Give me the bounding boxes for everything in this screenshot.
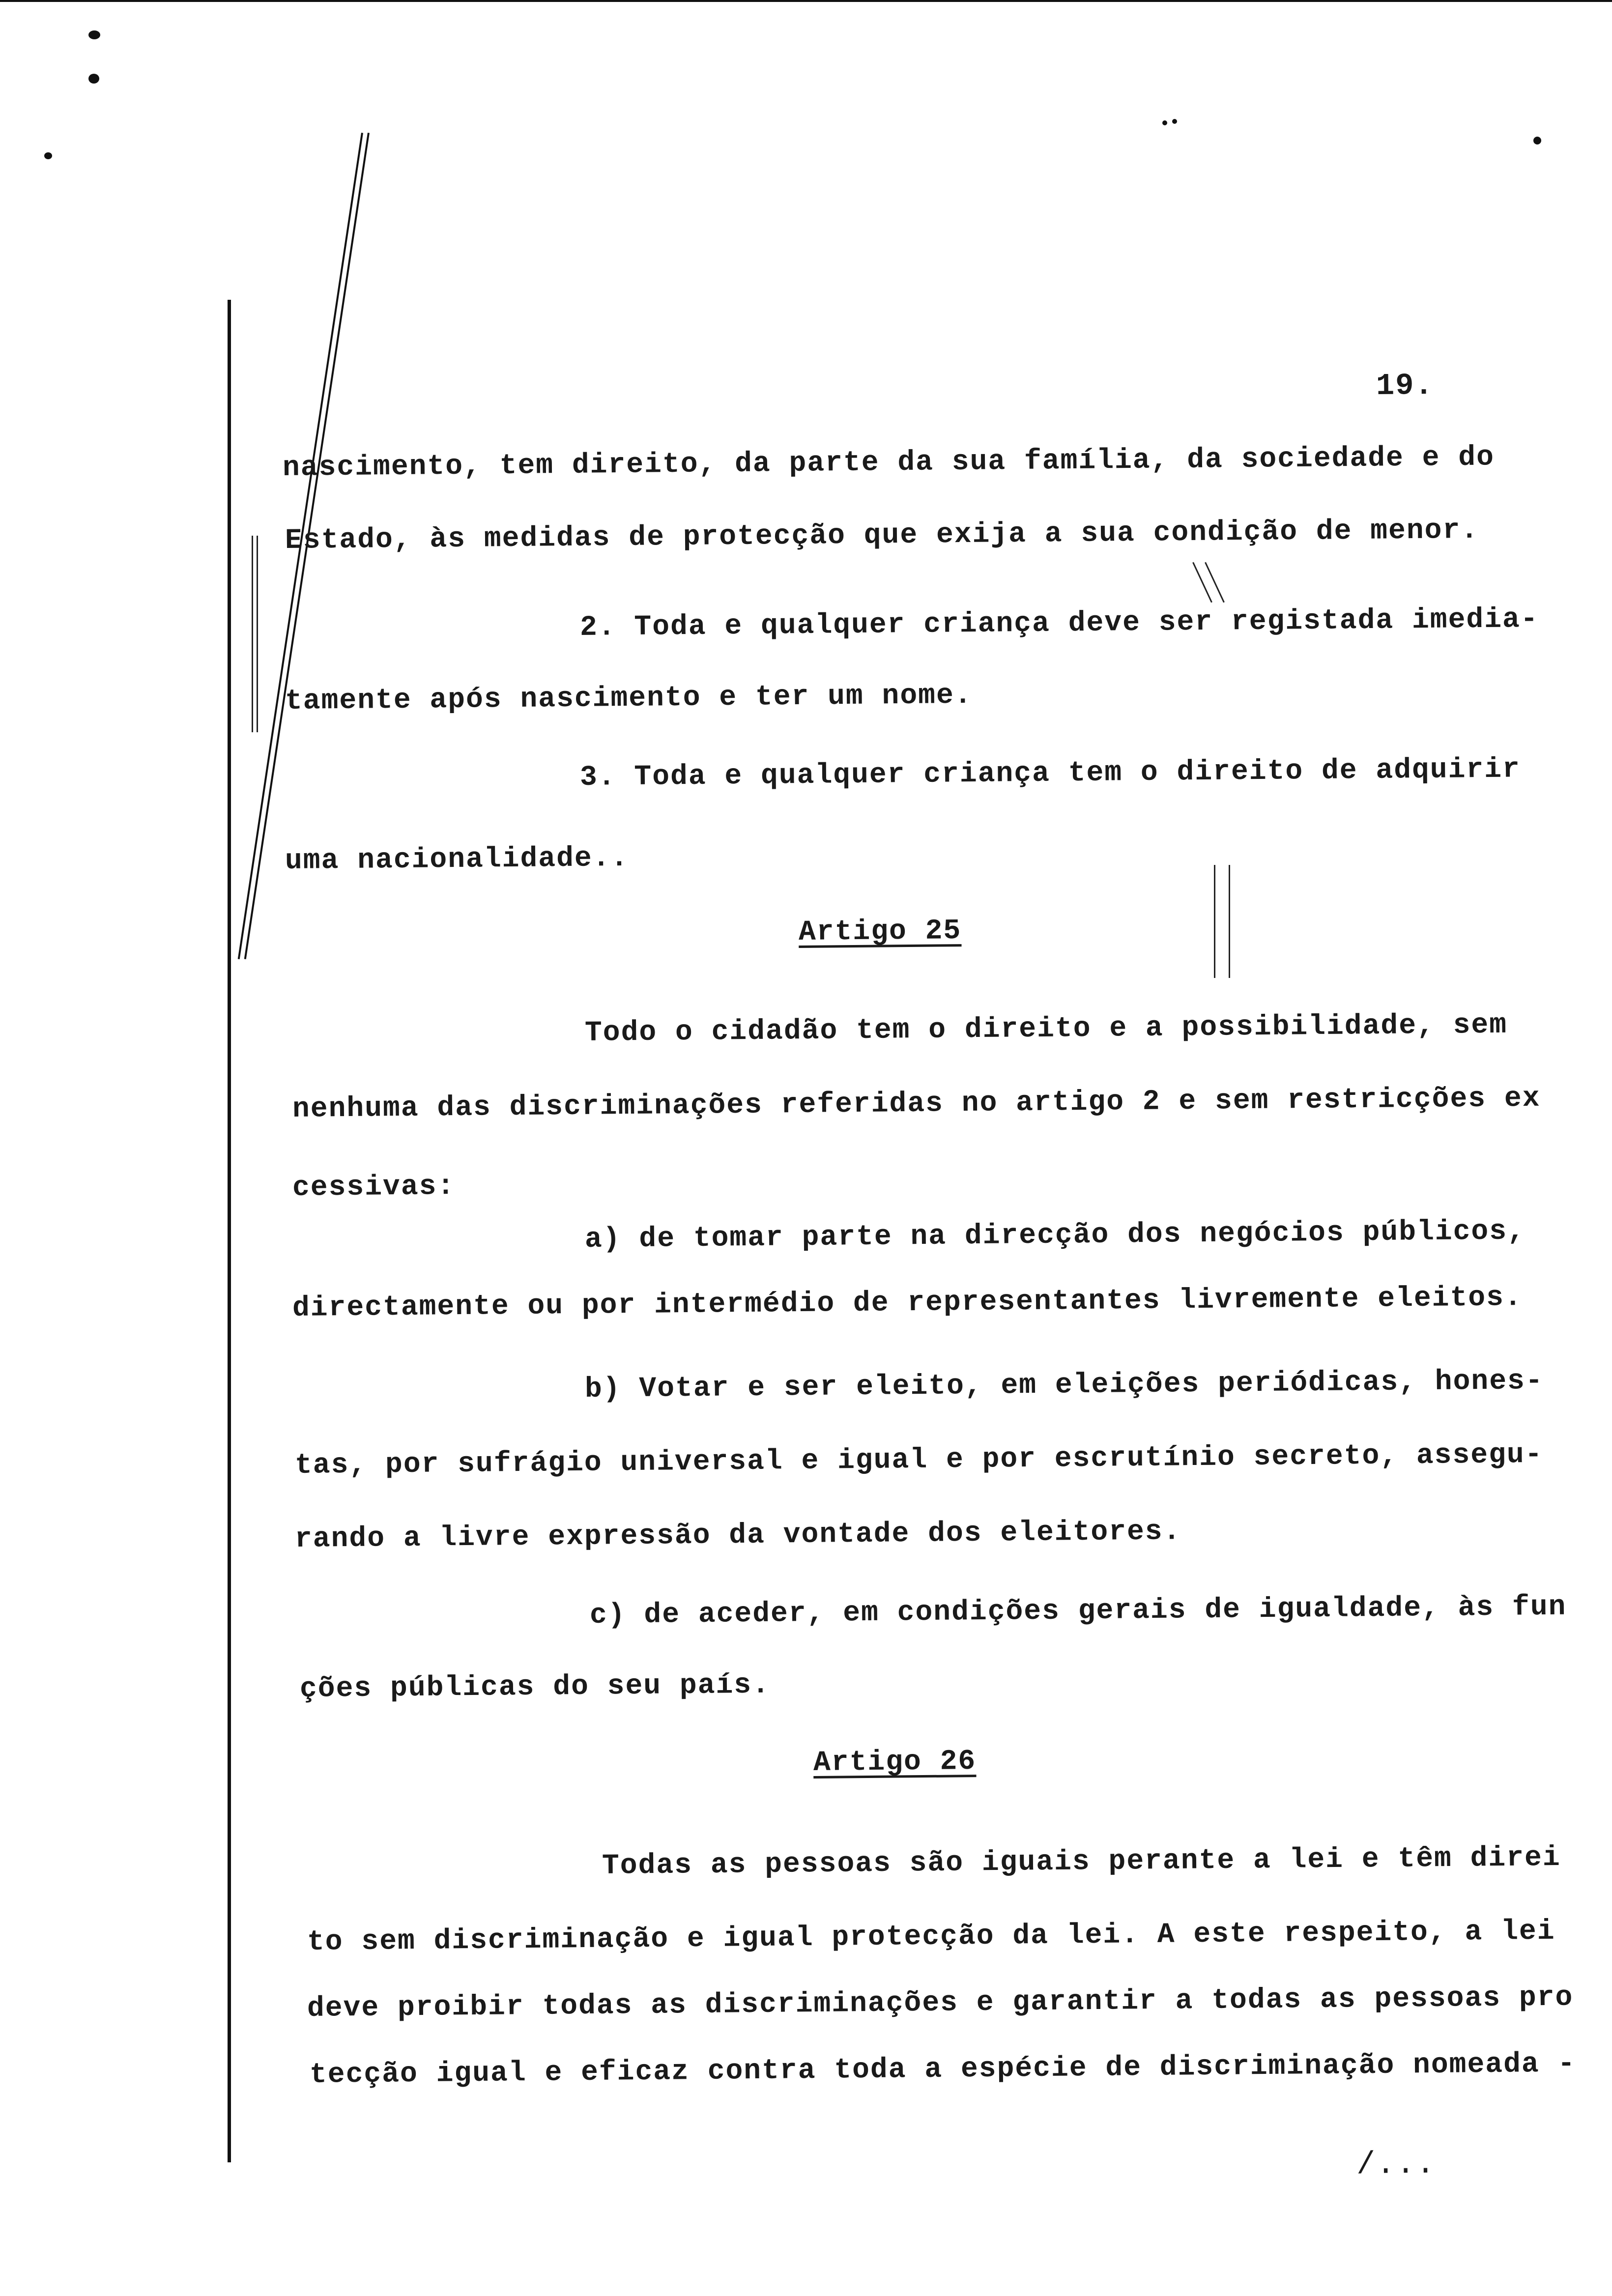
article-25-heading: Artigo 25 — [798, 915, 962, 948]
body-line: uma nacionalidade.. — [285, 842, 629, 877]
margin-mark — [1229, 865, 1230, 978]
top-edge-rule — [0, 0, 1612, 2]
speck — [1172, 119, 1177, 124]
article-25-line: cessivas: — [292, 1171, 456, 1204]
body-line: Estado, às medidas de protecção que exija a sua condição de menor. — [285, 514, 1479, 557]
article-26-line: to sem discriminação e igual protecção da lei. A este respeito, a lei — [307, 1915, 1555, 1958]
margin-stroke — [257, 536, 258, 732]
article-25-line: ções públicas do seu país. — [299, 1669, 771, 1705]
continuation-mark: /... — [1356, 2147, 1436, 2183]
article-25-line: nenhuma das discriminações referidas no artigo 2 e sem restricções ex — [292, 1082, 1541, 1125]
margin-mark — [1214, 865, 1215, 978]
article-25-line: Todo o cidadão tem o direito e a possibilidade, sem — [584, 1009, 1508, 1049]
article-26-line: Todas as pessoas são iguais perante a lei e têm direi — [602, 1841, 1561, 1882]
speck — [1533, 137, 1541, 144]
speck — [1162, 120, 1167, 125]
left-margin-line — [228, 300, 231, 2162]
speck — [88, 30, 100, 39]
article-26-line: deve proibir todas as discriminações e garantir a todas as pessoas pro — [307, 1981, 1574, 2025]
article-25-line: rando a livre expressão da vontade dos eleitores. — [294, 1516, 1181, 1555]
article-25-line: tas, por sufrágio universal e igual e por escrutínio secreto, assegu- — [294, 1438, 1543, 1482]
article-25-line: c) de aceder, em condições gerais de igualdade, às fun — [589, 1591, 1567, 1632]
body-line: 2. Toda e qualquer criança deve ser registada imedia- — [579, 603, 1539, 644]
margin-stroke — [252, 536, 253, 732]
article-26-heading: Artigo 26 — [813, 1746, 977, 1779]
article-25-line: b) Votar e ser eleito, em eleições periódicas, hones- — [584, 1365, 1544, 1406]
article-25-line: directamente ou por intermédio de representantes livremente eleitos. — [292, 1282, 1523, 1324]
page-number: 19. — [1376, 368, 1434, 403]
article-25-line: a) de tomar parte na direcção dos negócios públicos, — [584, 1215, 1526, 1256]
article-26-line: tecção igual e eficaz contra toda a espécie de discriminação nomeada - — [309, 2048, 1576, 2091]
speck — [88, 74, 99, 84]
speck — [44, 152, 52, 159]
margin-mark — [1192, 562, 1212, 603]
body-line: 3. Toda e qualquer criança tem o direito de adquirir — [579, 753, 1521, 794]
margin-mark — [1205, 562, 1225, 603]
body-line: tamente após nascimento e ter um nome. — [285, 679, 973, 718]
body-line: nascimento, tem direito, da parte da sua família, da sociedade e do — [282, 441, 1495, 484]
